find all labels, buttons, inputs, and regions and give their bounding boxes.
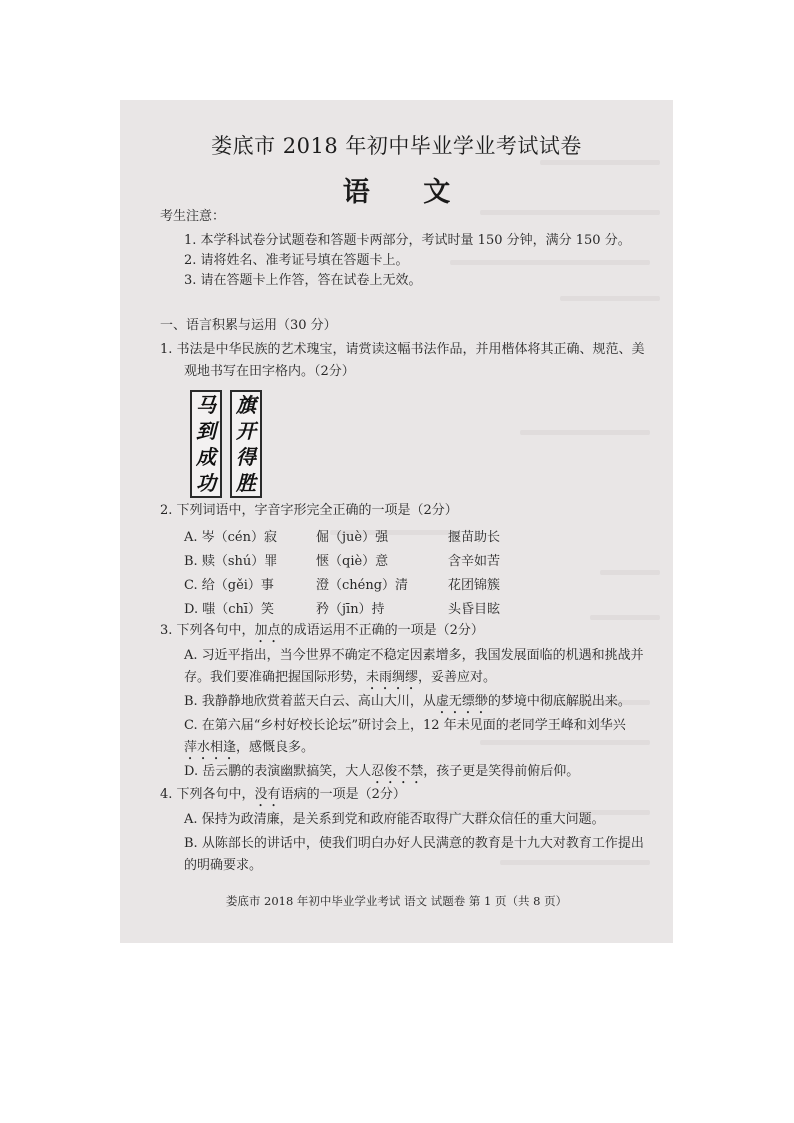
q2-option-c-1: C. 给（gěi）事: [184, 578, 274, 593]
idiom-emphasis: 未雨绸缪: [366, 670, 419, 685]
bleed-through-mark: [600, 570, 660, 575]
idiom-emphasis: 萍水相逢: [184, 740, 237, 755]
question-1-stem: 1. 书法是中华民族的艺术瑰宝，请赏读这幅书法作品，并用楷体将其正确、规范、美: [160, 342, 645, 357]
option-text: ，孩子更是笑得前俯后仰。: [423, 764, 580, 779]
bleed-through-mark: [480, 210, 660, 215]
notice-heading: 考生注意：: [160, 209, 226, 224]
stem-text: 的成语运用不正确的一项是（2分）: [280, 623, 484, 638]
subject-title: 语 文: [342, 177, 473, 208]
section-heading: 一、语言积累与运用（30 分）: [160, 318, 337, 333]
q3-option-a-line2: [184, 669, 496, 693]
q2-option-d-3: 头昏目眩: [448, 602, 501, 617]
exam-page: [120, 100, 673, 943]
stem-text: 3. 下列各句中，: [160, 623, 255, 638]
stem-text: 语病的一项是（2分）: [280, 787, 406, 802]
calligraphy-char: 开: [236, 419, 256, 443]
question-3-stem: [160, 622, 484, 646]
q2-option-a-1: A. 岑（cén）寂: [184, 530, 277, 545]
calligraphy-char: 旗: [236, 393, 256, 417]
q4-option-b-line2: 的明确要求。: [184, 858, 263, 873]
q3-option-c-line2: [184, 739, 314, 763]
option-text: B. 我静静地欣赏着蓝天白云、高山大川，从: [184, 694, 436, 709]
bleed-through-mark: [450, 260, 650, 265]
stem-text: 4. 下列各句中，: [160, 787, 255, 802]
page-footer: 娄底市 2018 年初中毕业学业考试 语文 试题卷 第 1 页（共 8 页）: [225, 894, 568, 908]
bleed-through-mark: [520, 430, 650, 435]
calligraphy-char: 胜: [236, 471, 256, 495]
question-4-stem: [160, 786, 406, 810]
q2-option-c-3: 花团锦簇: [448, 578, 501, 593]
notice-item: 1. 本学科试卷分试题卷和答题卡两部分，考试时量 150 分钟，满分 150 分。: [184, 233, 631, 248]
calligraphy-char: 到: [196, 419, 216, 443]
bleed-through-mark: [480, 740, 650, 745]
option-text: 存。我们要准确把握国际形势，: [184, 670, 367, 685]
q4-option-b-line1: B. 从陈部长的讲话中，使我们明白办好人民满意的教育是十九大对教育工作提出: [184, 836, 644, 851]
option-text: ，妥善应对。: [418, 670, 497, 685]
calligraphy-char: 得: [236, 445, 256, 469]
bleed-through-mark: [560, 296, 660, 301]
stem-emphasis: 加点: [254, 623, 281, 638]
idiom-emphasis: 忍俊不禁: [371, 764, 424, 779]
q2-option-b-3: 含辛如苦: [448, 554, 501, 569]
option-text: ，感慨良多。: [236, 740, 315, 755]
q3-option-c-line1: C. 在第六届“乡村好校长论坛”研讨会上，12 年未见面的老同学王峰和刘华兴: [184, 718, 626, 733]
calligraphy-char: 功: [196, 471, 216, 495]
calligraphy-right-column: [230, 390, 262, 498]
q4-option-a: A. 保持为政清廉，是关系到党和政府能否取得广大群众信任的重大问题。: [184, 812, 605, 827]
q2-option-d-1: D. 嗤（chī）笑: [184, 602, 275, 617]
notice-item: 2. 请将姓名、准考证号填在答题卡上。: [184, 253, 409, 268]
stem-emphasis: 没有: [254, 787, 281, 802]
calligraphy-char: 马: [196, 393, 216, 417]
q3-option-b: [184, 693, 631, 717]
idiom-emphasis: 虚无缥缈: [435, 694, 488, 709]
calligraphy-left-column: [190, 390, 222, 498]
bleed-through-mark: [590, 615, 660, 620]
question-1-stem-cont: 观地书写在田字格内。（2分）: [184, 364, 355, 379]
calligraphy-char: 成: [196, 445, 216, 469]
q2-option-b-1: B. 赎（shú）罪: [184, 554, 278, 569]
q3-option-d: [184, 763, 579, 787]
q2-option-c-2: 澄（chéng）清: [316, 578, 409, 593]
option-text: D. 岳云鹏的表演幽默搞笑，大人: [184, 764, 372, 779]
notice-item: 3. 请在答题卡上作答，答在试卷上无效。: [184, 273, 422, 288]
option-text: 的梦境中彻底解脱出来。: [487, 694, 631, 709]
question-2-stem: 2. 下列词语中，字音字形完全正确的一项是（2分）: [160, 503, 458, 518]
q2-option-a-2: 倔（juè）强: [316, 530, 389, 545]
q3-option-a-line1: A. 习近平指出，当今世界不确定不稳定因素增多，我国发展面临的机遇和挑战并: [184, 648, 644, 663]
q2-option-d-2: 矜（jīn）持: [316, 602, 385, 617]
bleed-through-mark: [500, 860, 650, 865]
exam-title: 娄底市 2018 年初中毕业学业考试试卷: [211, 134, 582, 158]
q2-option-b-2: 惬（qiè）意: [316, 554, 389, 569]
bleed-through-mark: [540, 160, 660, 165]
q2-option-a-3: 揠苗助长: [448, 530, 501, 545]
